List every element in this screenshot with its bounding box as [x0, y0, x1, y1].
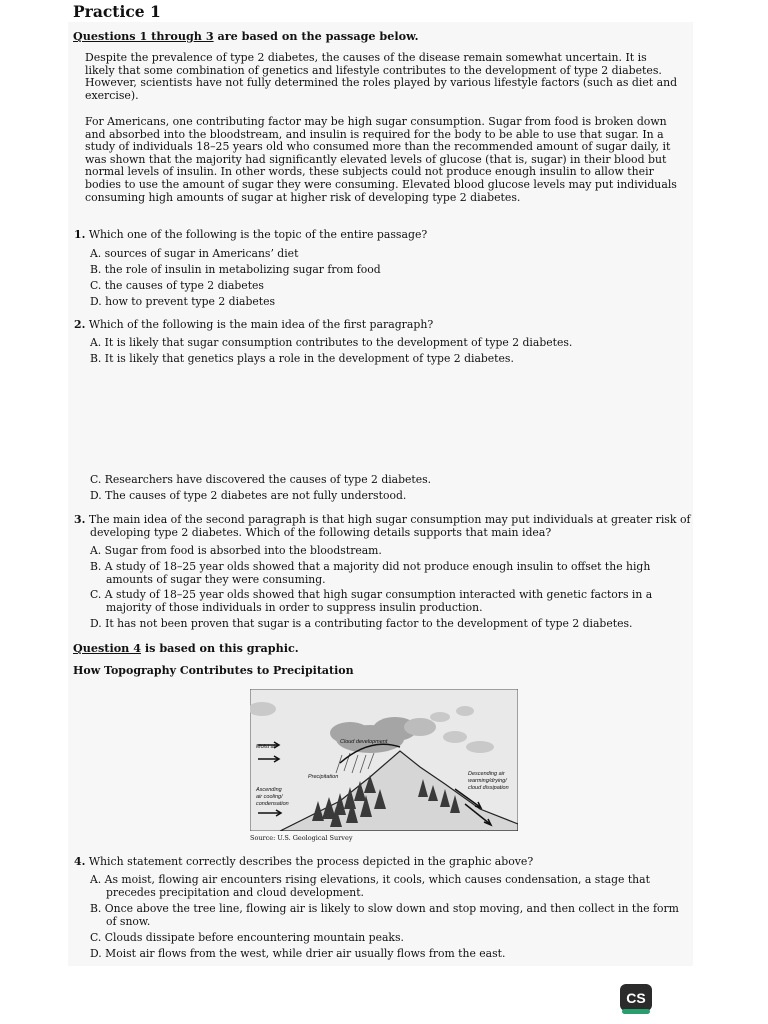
question-2: [74, 318, 694, 331]
question-text: Which one of the following is the topic of the entire passage?: [88, 228, 428, 241]
passage-header-ref: Questions 1 through 3: [73, 29, 214, 43]
passage-paragraph-1: Despite the prevalence of type 2 diabetes, the causes of the disease remain somewhat uncertain. It is likely that some combination of genetics and lifestyle contributes to the development of type 2 diabetes. However, scientists have not fully determined the roles played by various lifestyle factors (such as diet and exercise).: [85, 51, 678, 102]
graphic-header: [73, 641, 299, 655]
label-descending-3: cloud dissipation: [468, 785, 509, 791]
question-number: 4.: [74, 855, 86, 868]
q4-option-c[interactable]: C. Clouds dissipate before encountering mountain peaks.: [90, 931, 404, 944]
question-text: Which of the following is the main idea of the first paragraph?: [88, 318, 434, 331]
figure-source: Source: U.S. Geological Survey: [250, 834, 353, 842]
camscanner-logo: [620, 984, 652, 1014]
passage-header: [73, 29, 418, 43]
passage-paragraph-2: For Americans, one contributing factor may be high sugar consumption. Sugar from food is broken down and absorbed into the bloodstream, and insulin is required for the body to be able to use that sugar. In a study of individuals 18–25 years old who consumed more than the recommended amount of sugar daily, it was shown that the majority had significantly elevated levels of glucose (that is, sugar) in their blood but normal levels of insulin. In other words, these subjects could not produce enough insulin to allow their bodies to use the amount of sugar they were consuming. Elevated blood glucose levels may put individuals consuming high amounts of sugar at higher risk of developing type 2 diabetes.: [85, 115, 677, 204]
question-number: 1.: [74, 228, 86, 241]
label-descending-2: warming/drying/: [468, 778, 507, 784]
graphic-header-ref: Question 4: [73, 641, 141, 655]
q3-option-c[interactable]: C. A study of 18–25 year olds showed that high sugar consumption interacted with genetic factors in a majority of those individuals in order to suppress insulin production.: [90, 588, 653, 614]
q4-option-a[interactable]: A. As moist, flowing air encounters rising elevations, it cools, which causes condensation, a stage that precedes precipitation and cloud development.: [90, 873, 650, 899]
question-4: [74, 855, 694, 868]
question-1: [74, 228, 694, 241]
label-precipitation: Precipitation: [308, 774, 339, 780]
question-text: Which statement correctly describes the process depicted in the graphic above?: [88, 855, 534, 868]
question-number: 2.: [74, 318, 86, 331]
graphic-title: How Topography Contributes to Precipitation: [73, 664, 354, 677]
page-title: Practice 1: [73, 2, 161, 21]
q3-option-b[interactable]: B. A study of 18–25 year olds showed that a majority did not produce enough insulin to offset the high amounts of sugar they were consuming.: [90, 560, 651, 586]
question-number: 3.: [74, 513, 86, 526]
label-ascending-2: air cooling/: [256, 794, 283, 800]
q4-option-b[interactable]: B. Once above the tree line, flowing air is likely to slow down and stop moving, and then collect in the form of snow.: [90, 902, 679, 928]
logo-text: CS: [626, 990, 646, 1006]
q3-option-a[interactable]: A. Sugar from food is absorbed into the bloodstream.: [90, 544, 382, 557]
q1-option-b[interactable]: B. the role of insulin in metabolizing sugar from food: [90, 263, 381, 276]
label-moist-air: Moist air: [256, 744, 277, 750]
logo-accent-bar: [622, 1009, 650, 1014]
topography-figure: [250, 689, 518, 831]
question-text: The main idea of the second paragraph is that high sugar consumption may put individuals at greater risk of developing type 2 diabetes. Which of the following details supports that main idea?: [88, 513, 691, 539]
label-descending-1: Descending air: [468, 771, 505, 777]
passage-header-rest: are based on the passage below.: [213, 29, 419, 43]
q2-option-d[interactable]: D. The causes of type 2 diabetes are not fully understood.: [90, 489, 407, 502]
label-ascending-1: Ascending: [256, 787, 282, 793]
q3-option-d[interactable]: D. It has not been proven that sugar is a contributing factor to the development of type 2 diabetes.: [90, 617, 633, 630]
q2-option-a[interactable]: A. It is likely that sugar consumption contributes to the development of type 2 diabetes.: [90, 336, 573, 349]
q2-option-b[interactable]: B. It is likely that genetics plays a role in the development of type 2 diabetes.: [90, 352, 514, 365]
label-ascending-3: condensation: [256, 801, 289, 807]
graphic-header-rest: is based on this graphic.: [141, 641, 299, 655]
q1-option-c[interactable]: C. the causes of type 2 diabetes: [90, 279, 264, 292]
q1-option-d[interactable]: D. how to prevent type 2 diabetes: [90, 295, 276, 308]
q1-option-a[interactable]: A. sources of sugar in Americans’ diet: [90, 247, 299, 260]
label-cloud-development: Cloud development: [340, 739, 388, 745]
q2-option-c[interactable]: C. Researchers have discovered the causes of type 2 diabetes.: [90, 473, 432, 486]
question-3: [74, 513, 694, 539]
q4-option-d[interactable]: D. Moist air flows from the west, while drier air usually flows from the east.: [90, 947, 506, 960]
